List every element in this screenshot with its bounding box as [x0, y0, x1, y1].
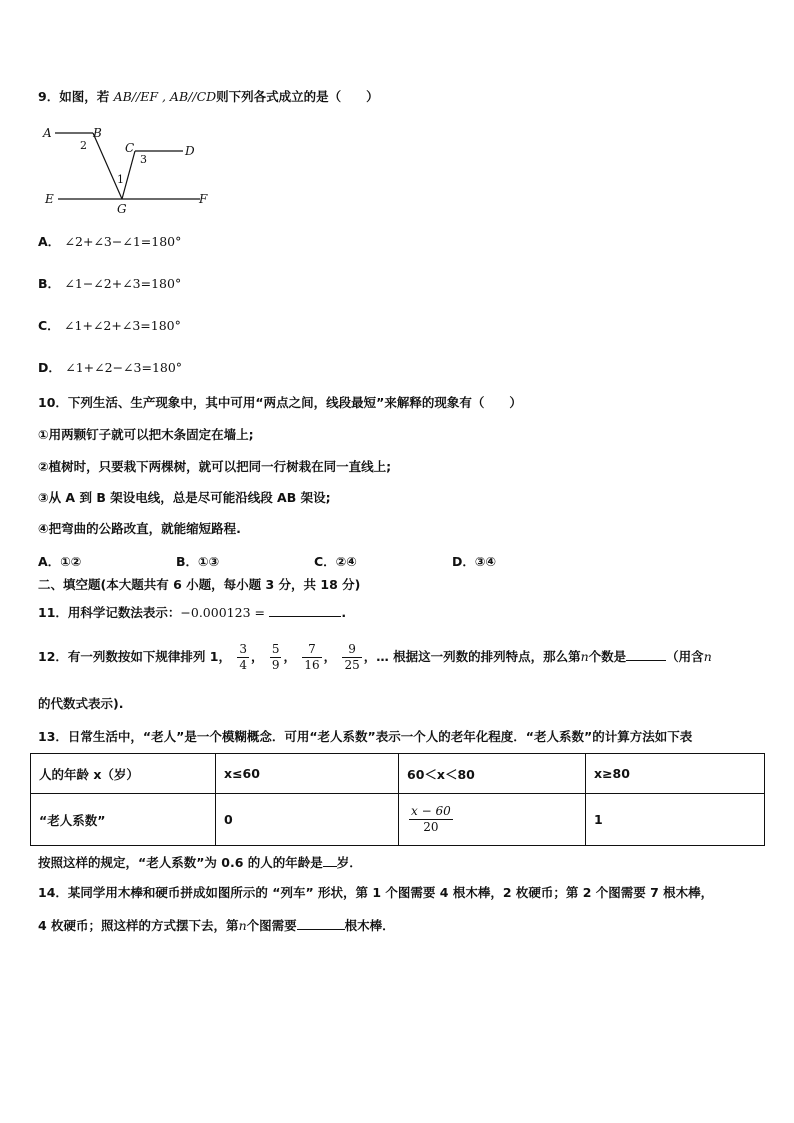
- q12-fraction-3: $\frac{7}{16}$: [304, 642, 320, 672]
- q9-condition: AB//EF , AB//CD: [113, 89, 217, 104]
- table-cell: [399, 794, 586, 846]
- q9-option-b-expr: ∠1−∠2+∠3=180°: [64, 276, 182, 291]
- section-heading: 二、填空题(本大题共有 6 小题，每小题 3 分，共 18 分): [38, 577, 361, 592]
- q14-line-2: 4 枚硬币；照这样的方式摆下去，第n个图需要 根木棒．: [38, 918, 395, 933]
- fig-label-f: F: [199, 192, 208, 206]
- q14-answer-blank[interactable]: [297, 917, 345, 930]
- q10-option-b[interactable]: B．①③: [176, 554, 220, 569]
- table-cell: 人的年龄 x（岁）: [31, 754, 216, 794]
- q9-stem: [38, 89, 379, 105]
- q13-question: 按照这样的规定，“老人系数”为 0.6 的人的年龄是 岁．: [38, 855, 362, 870]
- q14-line-1: 14．某同学用木棒和硬币拼成如图所示的 “列车” 形状，第 1 个图需要 4 根木棒，2 枚硬币；第 2 个图需要 7 根木棒，: [38, 885, 714, 900]
- q9-option-a-expr: ∠2+∠3−∠1=180°: [64, 234, 182, 249]
- q10-stem: 10．下列生活、生产现象中，其中可用“两点之间，线段最短”来解释的现象有（ ）: [38, 395, 522, 410]
- q11: 11．用科学记数法表示：−0.000123 = .: [38, 605, 347, 620]
- table-cell: 0: [216, 794, 399, 846]
- q10-item-1: ①用两颗钉子就可以把木条固定在墙上;: [38, 427, 254, 442]
- q10-item-4: ④把弯曲的公路改直，就能缩短路程.: [38, 521, 241, 536]
- q9-number: 9．: [38, 89, 60, 104]
- fig-angle-3: 3: [140, 153, 147, 166]
- fig-label-g: G: [117, 202, 127, 216]
- q10-item-2: ②植树时，只要栽下两棵树，就可以把同一行树栽在同一直线上;: [38, 459, 392, 474]
- fig-angle-2: 2: [80, 139, 87, 152]
- q9-option-d[interactable]: D． ∠1+∠2−∠3=180°: [38, 360, 183, 375]
- q12-fraction-2: $\frac{5}{9}$: [271, 642, 280, 672]
- q13-fraction: $\frac{x - 60}{20}$: [411, 804, 451, 834]
- q9-option-b[interactable]: B． ∠1−∠2+∠3=180°: [38, 276, 182, 291]
- table-cell: 60＜x＜80: [399, 754, 586, 794]
- q12-fraction-4: $\frac{9}{25}$: [344, 642, 360, 672]
- fig-label-c: C: [125, 141, 135, 155]
- q9-option-c[interactable]: C． ∠1+∠2+∠3=180°: [38, 318, 181, 333]
- q10-option-a[interactable]: A．①②: [38, 554, 82, 569]
- q9-text-1: 如图，若: [59, 89, 110, 104]
- q11-answer-blank[interactable]: [269, 604, 341, 617]
- q9-option-d-expr: ∠1+∠2−∠3=180°: [65, 360, 183, 375]
- q13-answer-blank[interactable]: [323, 854, 337, 867]
- fig-label-a: A: [43, 126, 52, 140]
- q13-stem: 13．日常生活中，“老人”是一个模糊概念．可用“老人系数”表示一个人的老年化程度．“老人系数”的计算方法如下表: [38, 729, 693, 744]
- fig-label-d: D: [185, 144, 195, 158]
- q10-option-d[interactable]: D．③④: [452, 554, 497, 569]
- table-cell: “老人系数”: [31, 794, 216, 846]
- table-cell: x≥80: [586, 754, 765, 794]
- q13-table: [30, 753, 765, 846]
- table-row: [31, 754, 765, 794]
- q12-fraction-1: $\frac{3}{4}$: [239, 642, 247, 672]
- q12-line-1: 12．有一列数按如下规律排列 1， $\frac{3}{4}$ ， $\frac{5}{9}$ ， $\frac{7}{16}$ ， $\frac{9}{25}$ ，… 根据这一列数的排列特点，那么第n个数是 （用含n: [38, 642, 712, 672]
- q11-expr: −0.000123 =: [180, 605, 265, 620]
- q9-text-2: 则下列各式成立的是（ ）: [216, 89, 379, 104]
- fig-label-e: E: [45, 192, 54, 206]
- q9-option-c-expr: ∠1+∠2+∠3=180°: [64, 318, 181, 333]
- q12-line-2: 的代数式表示).: [38, 696, 124, 711]
- q9-figure: [38, 122, 218, 217]
- q10-option-c[interactable]: C．②④: [314, 554, 357, 569]
- q9-option-a[interactable]: A． ∠2+∠3−∠1=180°: [38, 234, 182, 249]
- q12-answer-blank[interactable]: [626, 648, 666, 661]
- table-row: [31, 794, 765, 846]
- q10-item-3: ③从 A 到 B 架设电线，总是尽可能沿线段 AB 架设;: [38, 490, 331, 505]
- fig-angle-1: 1: [117, 173, 124, 186]
- table-cell: x≤60: [216, 754, 399, 794]
- table-cell: 1: [586, 794, 765, 846]
- fig-label-b: B: [93, 126, 102, 140]
